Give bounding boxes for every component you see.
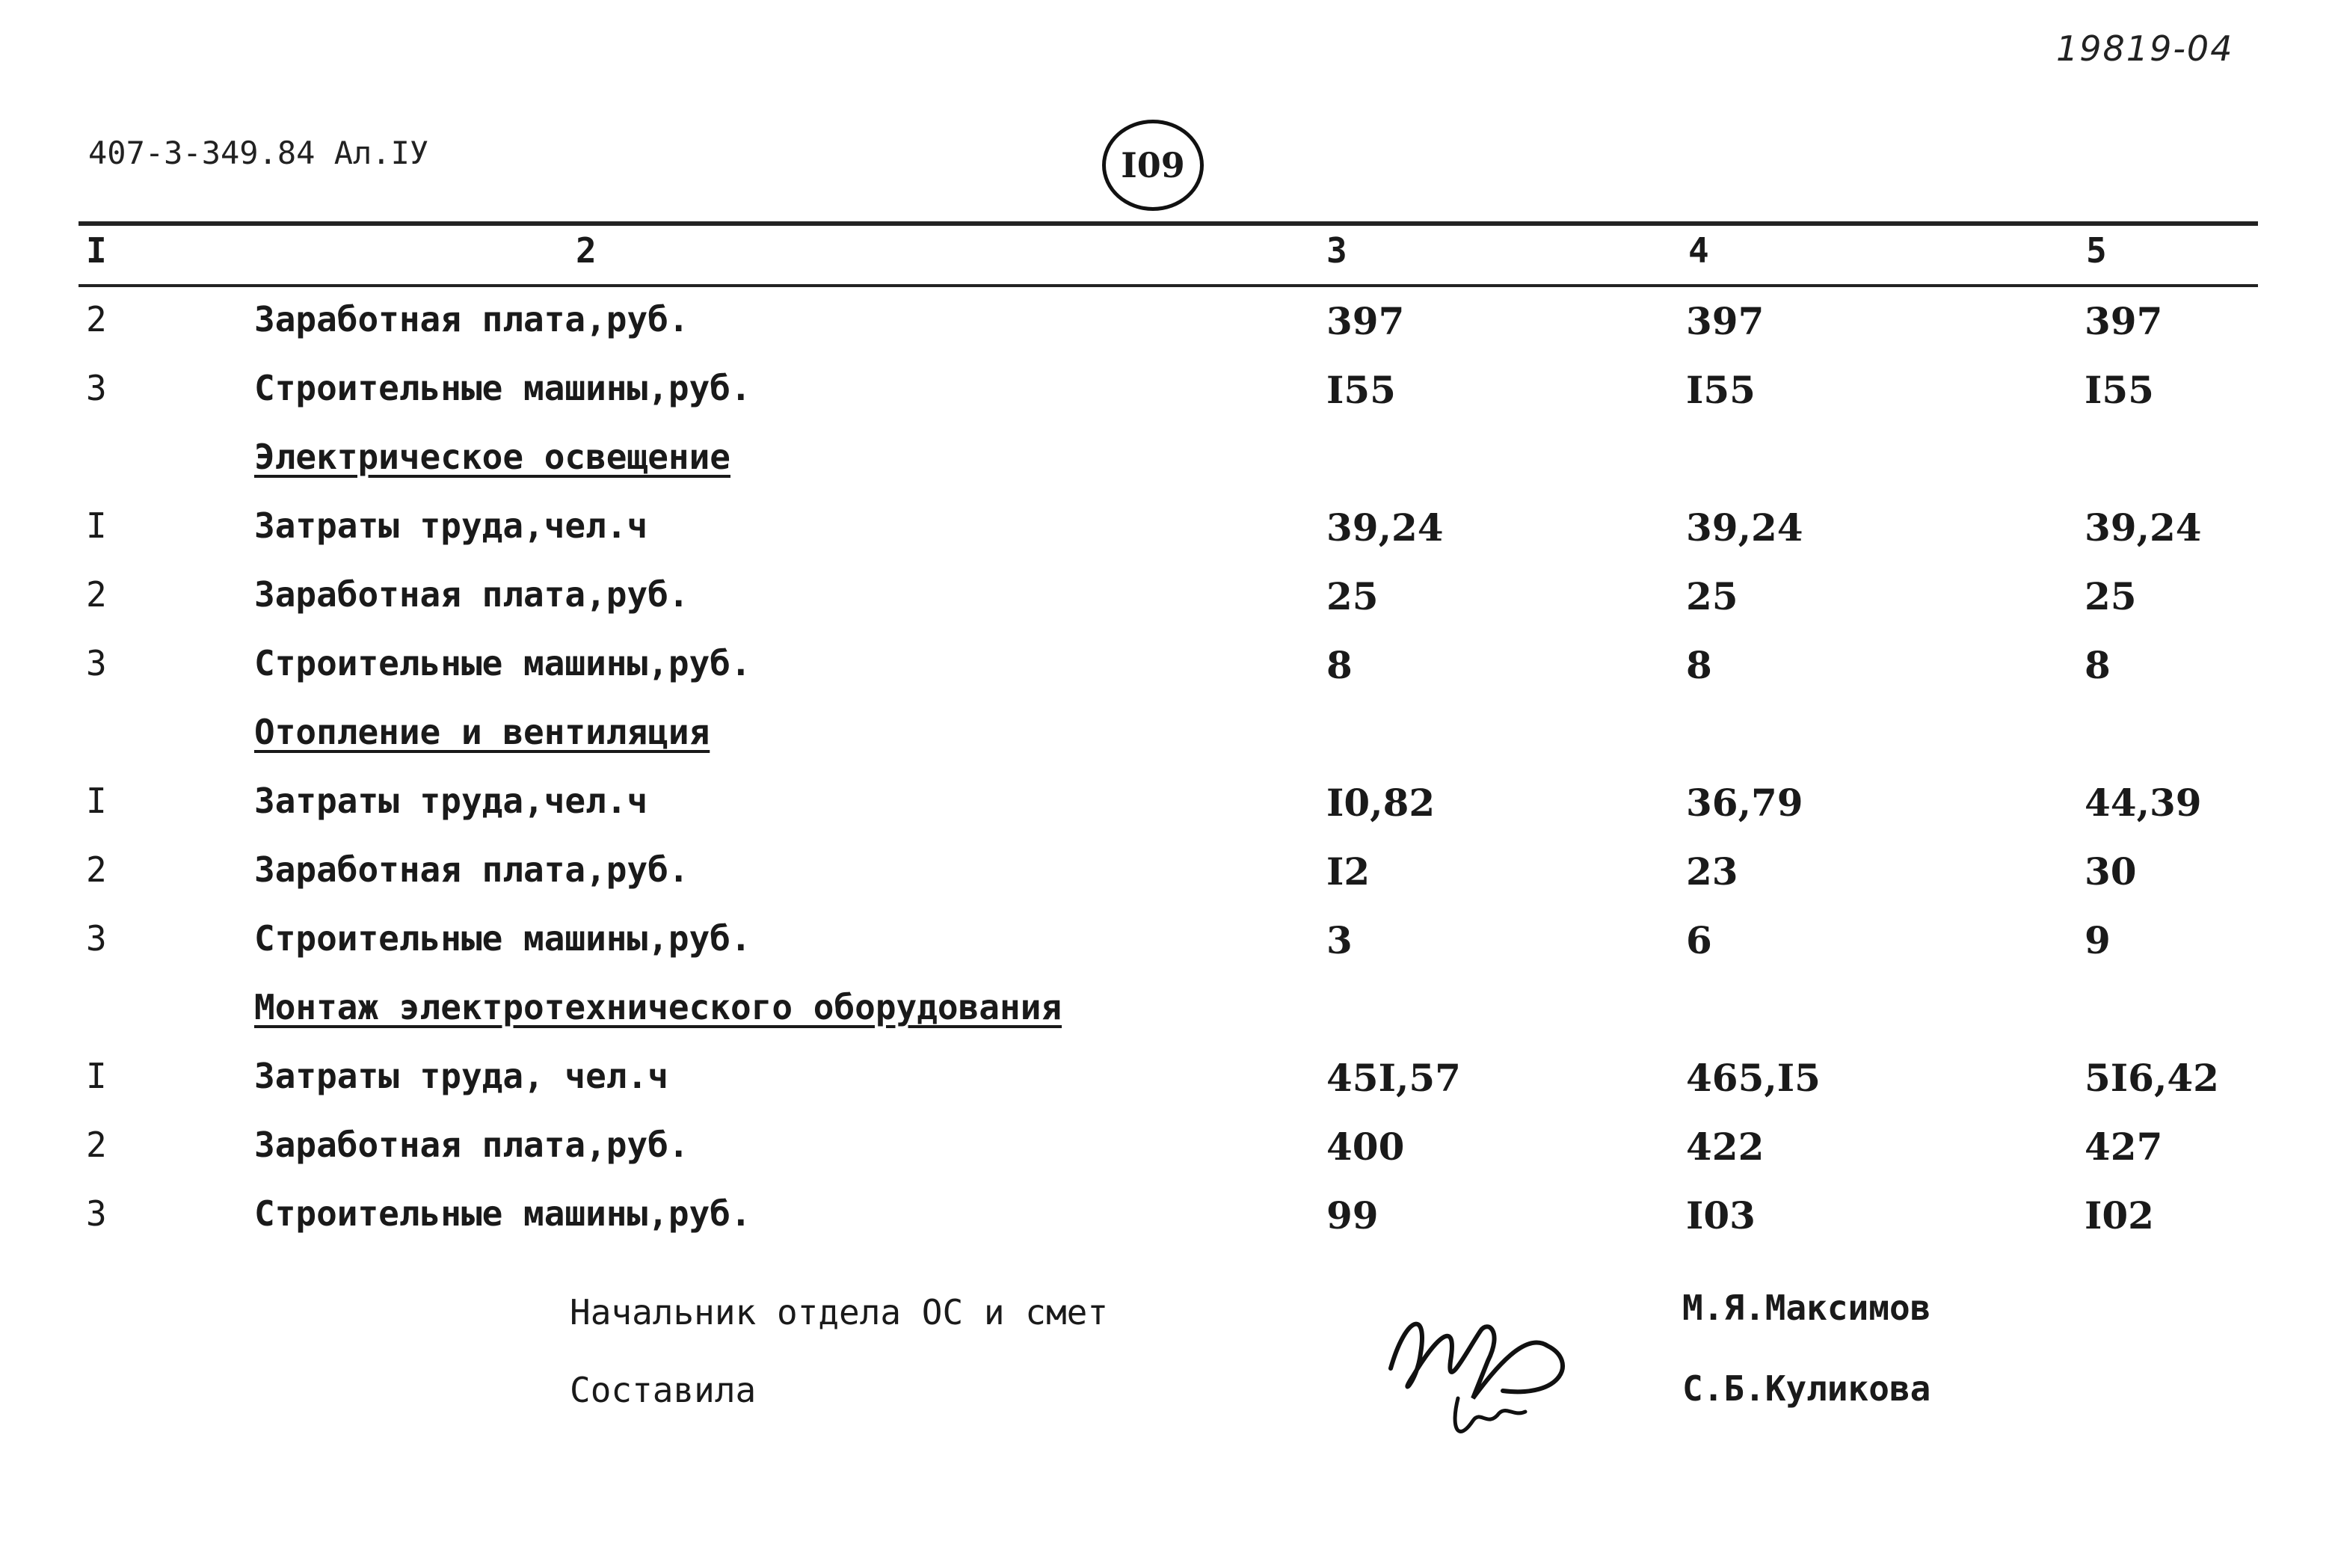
value-col-3: 3 xyxy=(1326,918,1353,962)
value-col-4: I55 xyxy=(1686,368,1756,412)
value-col-5: 427 xyxy=(2085,1125,2163,1169)
value-col-5: I02 xyxy=(2085,1193,2154,1238)
value-col-4: I03 xyxy=(1686,1193,1756,1238)
row-number: 3 xyxy=(86,1193,107,1234)
row-number: 2 xyxy=(86,1125,107,1165)
section-heading: Монтаж электротехнического оборудования xyxy=(254,987,1062,1027)
value-col-4: 465,I5 xyxy=(1686,1056,1821,1100)
header-bottom-rule xyxy=(79,284,2258,287)
value-col-5: 8 xyxy=(2085,643,2111,687)
signature-name-1: М.Я.Максимов xyxy=(1682,1288,1931,1328)
column-header-4: 4 xyxy=(1688,230,1709,271)
row-number: 3 xyxy=(86,918,107,959)
row-number: 2 xyxy=(86,574,107,615)
value-col-3: 400 xyxy=(1326,1125,1405,1169)
signature-role-2: Составила xyxy=(570,1370,757,1410)
value-col-5: 25 xyxy=(2085,574,2137,618)
value-col-5: 30 xyxy=(2085,849,2137,894)
value-col-5: I55 xyxy=(2085,368,2154,412)
value-col-4: 23 xyxy=(1686,849,1738,894)
row-label: Заработная плата,руб. xyxy=(254,849,689,890)
row-number: I xyxy=(86,781,107,821)
row-number: 2 xyxy=(86,299,107,339)
value-col-5: 397 xyxy=(2085,299,2163,343)
value-col-4: 422 xyxy=(1686,1125,1765,1169)
row-number: 2 xyxy=(86,849,107,890)
value-col-4: 25 xyxy=(1686,574,1738,618)
row-label: Строительные машины,руб. xyxy=(254,368,751,408)
row-label: Заработная плата,руб. xyxy=(254,574,689,615)
row-label: Заработная плата,руб. xyxy=(254,299,689,339)
row-label: Затраты труда,чел.ч xyxy=(254,781,648,821)
value-col-3: 39,24 xyxy=(1326,505,1444,550)
value-col-5: 39,24 xyxy=(2085,505,2202,550)
row-label: Затраты труда, чел.ч xyxy=(254,1056,668,1096)
value-col-5: 5I6,42 xyxy=(2085,1056,2219,1100)
column-header-2: 2 xyxy=(576,230,597,271)
row-label: Строительные машины,руб. xyxy=(254,1193,751,1234)
row-label: Строительные машины,руб. xyxy=(254,643,751,683)
row-number: 3 xyxy=(86,643,107,683)
archive-stamp-number: 19819-04 xyxy=(2056,28,2234,69)
value-col-3: 397 xyxy=(1326,299,1405,343)
section-heading: Электрическое освещение xyxy=(254,437,730,477)
value-col-3: 8 xyxy=(1326,643,1353,687)
value-col-4: 6 xyxy=(1686,918,1712,962)
header-top-rule xyxy=(79,221,2258,226)
row-label: Строительные машины,руб. xyxy=(254,918,751,959)
handwritten-signature xyxy=(1376,1286,1600,1466)
value-col-4: 8 xyxy=(1686,643,1712,687)
value-col-3: I2 xyxy=(1326,849,1370,894)
signature-name-2: С.Б.Куликова xyxy=(1682,1368,1931,1409)
section-heading: Отопление и вентиляция xyxy=(254,712,710,752)
document-code: 407-3-349.84 Ал.IУ xyxy=(88,135,429,171)
value-col-5: 44,39 xyxy=(2085,781,2202,825)
value-col-4: 397 xyxy=(1686,299,1765,343)
value-col-4: 39,24 xyxy=(1686,505,1803,550)
value-col-3: I55 xyxy=(1326,368,1396,412)
value-col-3: I0,82 xyxy=(1326,781,1436,825)
row-number: I xyxy=(86,1056,107,1096)
value-col-3: 25 xyxy=(1326,574,1379,618)
row-label: Заработная плата,руб. xyxy=(254,1125,689,1165)
signature-role-1: Начальник отдела ОС и смет xyxy=(570,1292,1109,1332)
value-col-4: 36,79 xyxy=(1686,781,1803,825)
column-header-3: 3 xyxy=(1326,230,1347,271)
row-label: Затраты труда,чел.ч xyxy=(254,505,648,546)
value-col-3: 45I,57 xyxy=(1326,1056,1461,1100)
value-col-5: 9 xyxy=(2085,918,2111,962)
page-number: I09 xyxy=(1121,145,1185,185)
value-col-3: 99 xyxy=(1326,1193,1379,1238)
page-number-circle xyxy=(1102,120,1204,211)
column-header-5: 5 xyxy=(2086,230,2107,271)
column-header-1: I xyxy=(86,230,107,271)
row-number: 3 xyxy=(86,368,107,408)
row-number: I xyxy=(86,505,107,546)
